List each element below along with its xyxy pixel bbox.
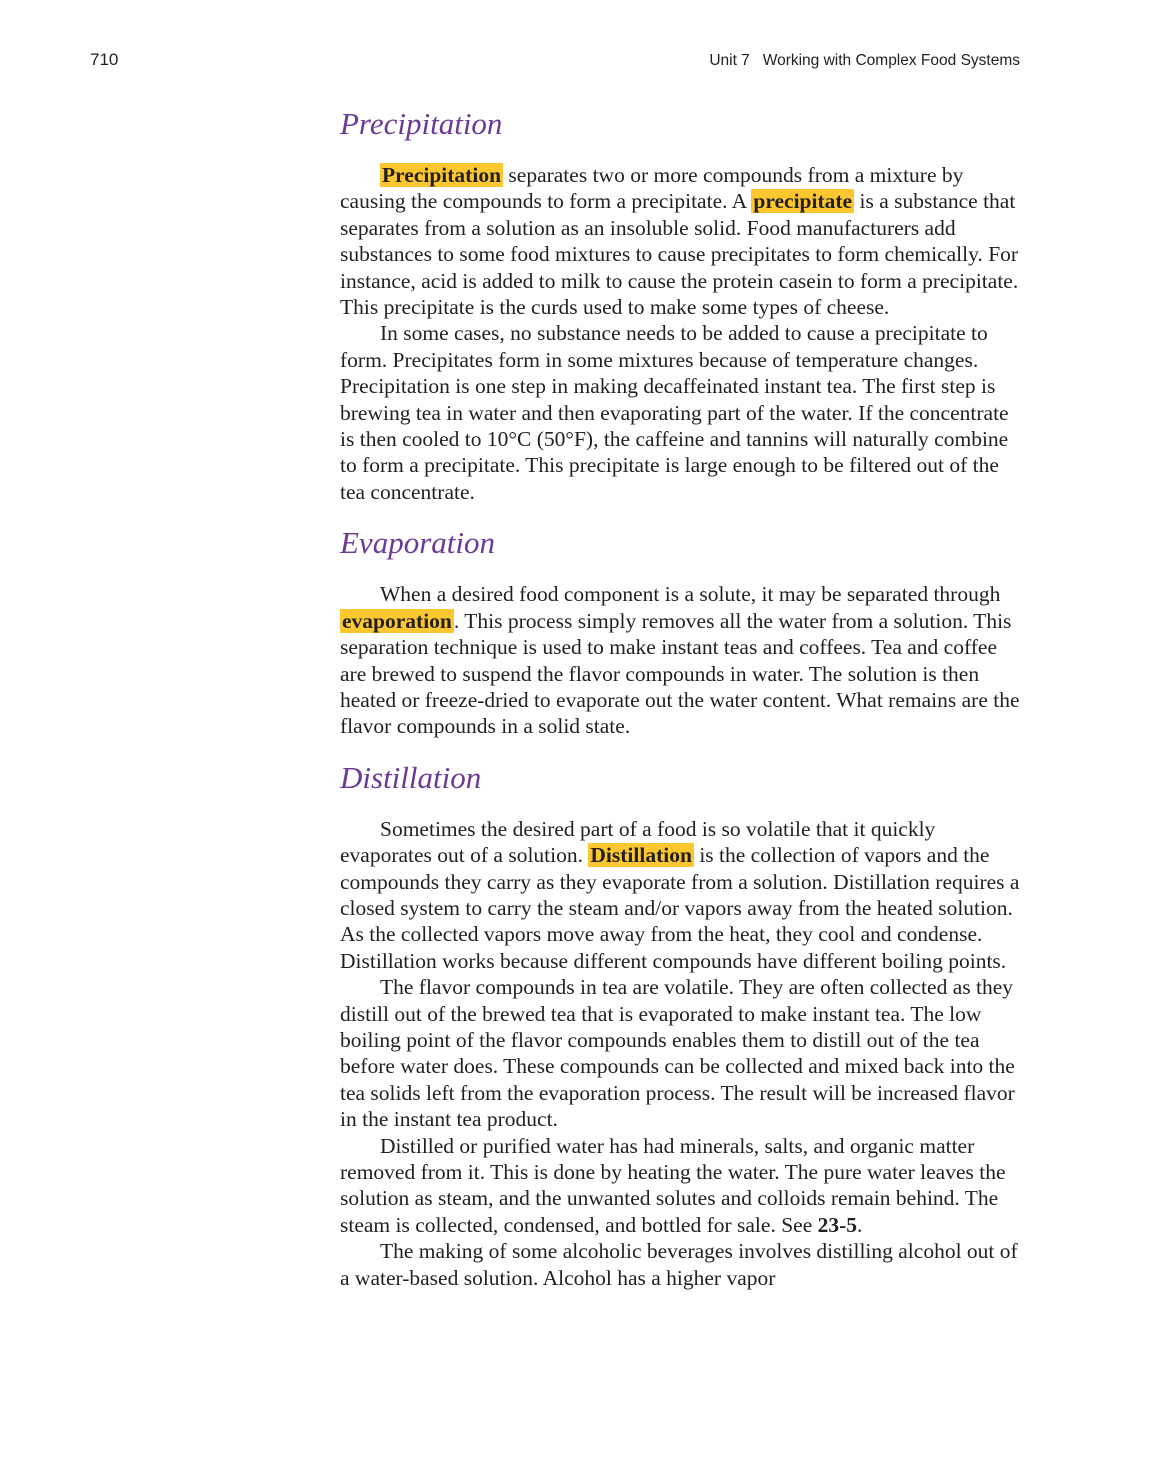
paragraph (340, 162, 1025, 320)
paragraph: The making of some alcoholic beverages involves distilling alcohol out of a water-based solution. Alcohol has a higher vapor (340, 1239, 1018, 1290)
section-evaporation (340, 521, 1025, 739)
section-precipitation (340, 102, 1025, 505)
paragraph-text: separates two or more compounds from a mixture by causing the compounds to form a precipitate. A (340, 163, 964, 214)
paragraph (340, 1133, 1025, 1239)
paragraph (340, 581, 1025, 739)
paragraph: In some cases, no substance needs to be added to cause a precipitate to form. Precipitates form in some mixtures because of temperature changes. Precipitation is one step in making decaffeinated instant tea. The first step is brewing tea in water and then evaporating part of the water. If the concentrate is then cooled to 10°C (50°F), the caffeine and tannins will naturally combine to form a precipitate. This precipitate is large enough to be filtered out of the tea concentrate. (340, 321, 1009, 504)
page-content (340, 102, 1025, 1307)
paragraph-text: is the collection of vapors and the compounds they carry as they evaporate from a solution. Distillation requires a closed system to carry the steam and/or vapors away from the heated solution. As the collected vapors move away from the heat, they cool and condense. Distillation works because different compounds have different boiling points. (340, 843, 1020, 973)
page-number: 710 (90, 50, 119, 69)
key-term-evaporation: evaporation (342, 608, 452, 633)
paragraph-text: Sometimes the desired part of a food is so volatile that it quickly evaporates out of a solution. (340, 816, 936, 868)
paragraph-text: Distilled or purified water has had minerals, salts, and organic matter removed from it. This is done by heating the water. The pure water leaves the solution as steam, and the unwanted solutes and colloids remain behind. The steam is collected, condensed, and bottled for sale. See (340, 1133, 1006, 1237)
running-head: Unit 7 Working with Complex Food Systems (709, 52, 1020, 69)
key-term-distillation: Distillation (590, 843, 692, 868)
paragraph-text: When a desired food component is a solute, it may be separated through (380, 582, 1001, 607)
key-term-precipitation: Precipitation (382, 163, 502, 187)
section-heading-distillation: Distillation (340, 759, 482, 795)
paragraph (340, 816, 1025, 974)
key-term-precipitate: precipitate (753, 189, 853, 214)
section-heading-evaporation: Evaporation (340, 525, 495, 561)
figure-reference: 23-5 (817, 1212, 858, 1237)
paragraph-text: . This process simply removes all the water from a solution. This separation technique is used to make instant teas and coffees. Tea and coffee are brewed to suspend the flavor compounds in water. The solution is then heated or freeze-dried to evaporate out the water content. What remains are the flavor compounds in a solid state. (340, 608, 1020, 739)
section-heading-precipitation: Precipitation (340, 106, 503, 141)
paragraph: The flavor compounds in tea are volatile. They are often collected as they distill out of the brewed tea that is evaporated to make instant tea. The low boiling point of the flavor compounds enables them to distill out of the tea before water does. These compounds can be collected and mixed back into the tea solids left from the evaporation process. The result will be increased flavor in the instant tea product. (340, 975, 1015, 1132)
paragraph-text: is a substance that separates from a solution as an insoluble solid. Food manufacturers add substances to some food mixtures to cause precipitates to form chemically. For instance, acid is added to milk to cause the protein casein to form a precipitate. This precipitate is the curds used to make some types of cheese. (340, 189, 1019, 320)
paragraph-text: . (857, 1212, 863, 1237)
section-distillation (340, 756, 1025, 1291)
